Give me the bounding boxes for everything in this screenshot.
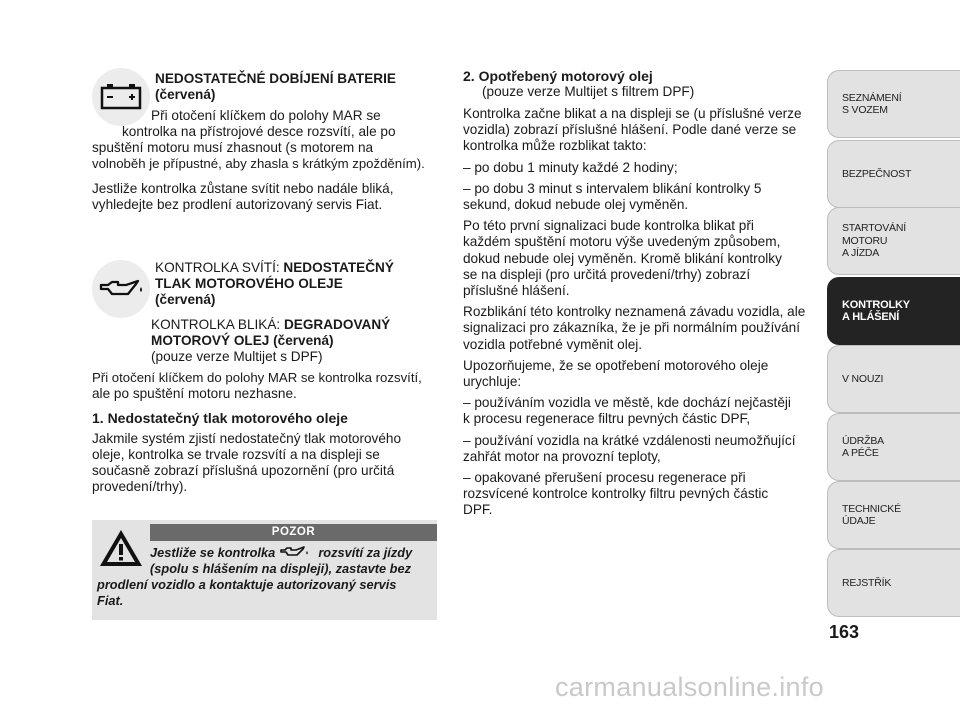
right-body-line: DPF. [463,502,493,518]
right-body-line: – používáním vozidla ve městě, kde dochází nejčastěji [463,395,791,411]
oil-p2-line2: oleje, kontrolka se trvale rozsvítí a na displeji se [92,447,380,462]
sidebar-tab[interactable] [827,277,960,345]
oil-can-icon [92,260,150,318]
right-body-line: sekund, dokud nebude olej vyměněn. [463,197,689,212]
right-body-line: – po dobu 1 minuty každé 2 hodiny; [463,159,678,175]
oil-blink-color: (červená) [269,333,334,348]
right-body-line: k procesu regenerace filtru pevných částic DPF, [463,411,751,427]
sidebar-tab[interactable] [827,207,960,275]
warning-line4: Fiat. [97,593,124,608]
warning-label: POZOR [150,524,437,541]
right-body-line: zahřát motor na provozní teploty, [463,448,661,464]
right-body-line: každém spuštění motoru výše uvedeným způsobem, [463,234,781,250]
sidebar-tab-label: SEZNÁMENÍ S VOZEM [842,91,902,116]
right-body-line: rozsvícené kontrolce kontrolky filtru pevných částic [463,486,769,502]
oil-can-inline-icon [279,545,315,558]
oil-blink-title-line1 [151,317,390,333]
oil-on-title-line1 [155,260,394,276]
right-body-line: se na displeji (pro určitá provedení/trhy) zobrazí [463,266,751,282]
battery-title-line1: NEDOSTATEČNÉ DOBÍJENÍ BATERIE [155,71,396,86]
oil-on-title-line3: (červená) [155,292,216,307]
watermark: carmanualsonline.info [555,672,824,702]
sidebar-tab[interactable] [827,70,960,138]
warning-line1-b: rozsvítí za jízdy [318,545,413,560]
sidebar-tab[interactable] [827,481,960,549]
battery-p1-line3: volnoběh je přípustné, aby zhasla s krátkým zpožděním). [92,156,425,171]
oil-heading-1: 1. Nedostatečný tlak motorového oleje [92,410,348,426]
sidebar-tab-label: V NOUZI [842,372,884,385]
sidebar-tab[interactable] [827,140,960,208]
warning-line1-a: Jestliže se kontrolka [150,545,276,560]
sidebar-tab[interactable] [827,345,960,413]
battery-intro: Při otočení klíčkem do polohy MAR se [151,108,381,123]
right-body-line: vozidla potřebné vyměnit olej. [463,336,643,352]
sidebar-tab-label: KONTROLKY A HLÁŠENÍ [842,298,910,323]
oil-p2-line3: současně zobrazí příslušná upozornění (pro určitá [92,463,395,478]
page-number: 163 [829,622,860,642]
battery-p2-line1: Jestliže kontrolka zůstane svítit nebo nadále bliká, [92,181,394,196]
right-body-line: Upozorňujeme, že se opotřebení motorového oleje [463,357,769,373]
battery-icon [92,68,150,126]
oil-blink-title-1: DEGRADOVANÝ [283,317,391,332]
oil-p1-line1: Při otočení klíčkem do polohy MAR se kontrolka rozsvítí, [92,370,422,385]
oil-icon-circle [92,260,150,318]
oil-p2-line1: Jakmile systém zjistí nedostatečný tlak motorového [92,431,402,446]
sidebar-tab-label: BEZPEČNOST [842,167,912,180]
sidebar-tab-label: STARTOVÁNÍ MOTORU A JÍZDA [842,222,906,260]
sidebar-tab[interactable] [827,549,960,617]
battery-p2-line2: vyhledejte bez prodlení autorizovaný servis Fiat. [92,197,383,212]
right-body-line: – opakované přerušení procesu regenerace při [463,470,746,485]
right-body-line: vozidla) zobrazí příslušné hlášení. Podle dané verze se [463,122,797,138]
warning-line1 [150,545,412,560]
battery-icon-circle [92,68,150,126]
right-body-line: – používání vozidla na krátké vzdálenosti neumožňující [463,432,796,448]
right-body-line: – po dobu 3 minut s intervalem blikání kontrolky 5 [463,180,762,196]
warning-triangle-icon [97,527,145,574]
right-body-line: kontrolka může rozblikat takto: [463,138,647,154]
sidebar-tab[interactable] [827,413,960,481]
right-subheading: (pouze verze Multijet s filtrem DPF) [482,84,695,99]
right-body-line: příslušné hlášení. [463,283,570,298]
oil-on-title-line2: TLAK MOTOROVÉHO OLEJE [155,276,343,291]
oil-blink-note: (pouze verze Multijet s DPF) [151,349,323,364]
oil-p1-line2: ale po spuštění motoru nezhasne. [92,386,297,401]
right-body-line: Kontrolka začne blikat a na displeji se (u příslušné verze [463,106,802,121]
right-body-line: urychluje: [463,374,522,389]
oil-blink-title-line2 [151,333,334,349]
right-body-line: dokud nebude olej vyměněn. Kromě blikání kontrolky [463,250,782,266]
sidebar-tab-label: REJSTŘÍK [842,576,892,589]
right-body-line: Rozblikání této kontrolky neznamená závadu vozidla, ale [463,304,806,320]
right-body-line: Po této první signalizaci bude kontrolka blikat při [463,218,754,234]
battery-p1-line1: kontrolka na přístrojové desce rozsvítí, ale po [122,124,396,139]
battery-p1-line2: spuštění motoru musí zhasnout (s motorem na [92,140,374,155]
right-body-line: signalizaci pro zákazníka, že je při normálním používání [463,320,800,336]
oil-on-title-1: NEDOSTATEČNÝ [283,260,394,275]
right-heading: 2. Opotřebený motorový olej [463,68,653,84]
warning-line2: (spolu s hlášením na displeji), zastavte bez [150,561,411,576]
warning-line3: prodlení vozidlo a kontaktuje autorizovaný servis [97,577,397,592]
oil-p2-line4: provedení/trhy). [92,479,188,494]
battery-title-line2: (červená) [155,87,216,102]
oil-on-prefix: KONTROLKA SVÍTÍ: [155,260,284,275]
sidebar-tab-label: ÚDRŽBA A PÉČE [842,434,884,459]
sidebar-tab-label: TECHNICKÉ ÚDAJE [842,502,901,527]
oil-blink-title-2: MOTOROVÝ OLEJ [151,333,270,348]
oil-blink-prefix: KONTROLKA BLIKÁ: [151,317,284,332]
